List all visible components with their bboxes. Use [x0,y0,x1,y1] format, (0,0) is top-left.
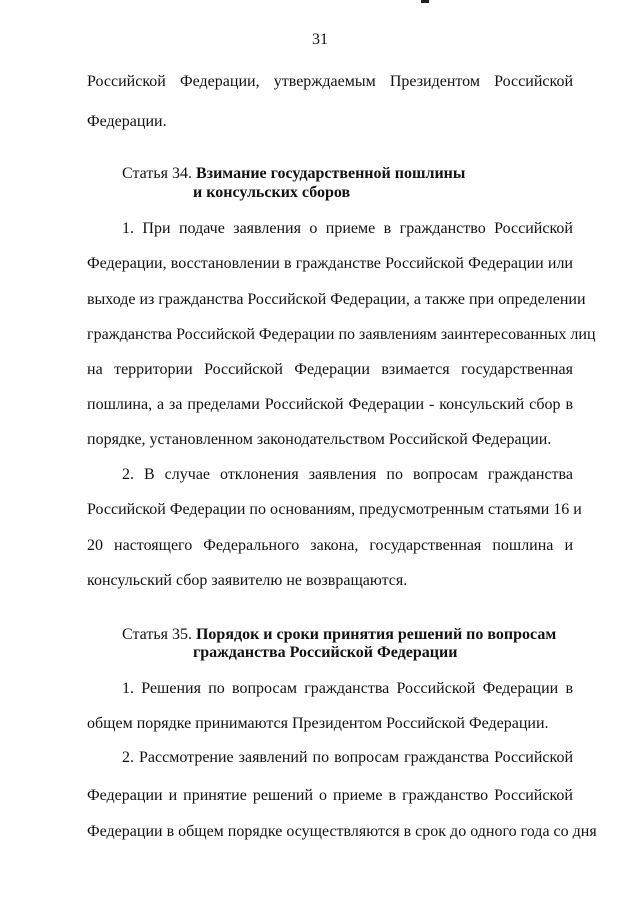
text-line: на территории Российской Федерации взимается государственная [87,361,573,378]
article-34-prefix: Статья 34. [122,165,192,182]
text-line: Российской Федерации, утверждаемым Президентом Российской [87,73,573,90]
article-35-title-cont: гражданства Российской Федерации [193,644,458,661]
text-line: Федерации, восстановлении в гражданстве Российской Федерации или [87,255,573,272]
article-35-heading [122,625,556,645]
article-34-title-cont: и консульских сборов [193,184,351,201]
scan-mark [421,0,429,3]
text-line: Российской Федерации по основаниям, предусмотренным статьями 16 и [87,501,582,518]
article-35-title: Порядок и сроки принятия решений по вопросам [195,626,557,643]
text-line: 1. Решения по вопросам гражданства Российской Федерации в [122,680,573,697]
text-line: 1. При подаче заявления о приеме в гражданство Российской [122,220,573,237]
text-line: 2. Рассмотрение заявлений по вопросам гражданства Российской [122,749,573,766]
text-line: консульский сбор заявителю не возвращаются. [87,572,408,589]
article-34-heading [122,164,465,184]
article-34-title: Взимание государственной пошлины [195,165,466,182]
text-line: общем порядке принимаются Президентом Российской Федерации. [87,715,549,732]
page-number: 31 [312,31,328,48]
text-line: Федерации в общем порядке осуществляются в срок до одного года со дня [87,823,597,840]
text-line: 20 настоящего Федерального закона, государственная пошлина и [87,537,573,554]
text-line: выходе из гражданства Российской Федерации, а также при определении [87,291,586,308]
text-line: пошлина, а за пределами Российской Федерации - консульский сбор в [87,396,573,413]
text-line: порядке, установленном законодательством Российской Федерации. [87,431,552,448]
text-line: Федерации. [87,113,167,130]
text-line: гражданства Российской Федерации по заявлениям заинтересованных лиц [87,326,596,343]
article-35-prefix: Статья 35. [122,626,192,643]
text-line: Федерации и принятие решений о приеме в гражданство Российской [87,787,573,804]
text-line: 2. В случае отклонения заявления по вопросам гражданства [122,466,573,483]
